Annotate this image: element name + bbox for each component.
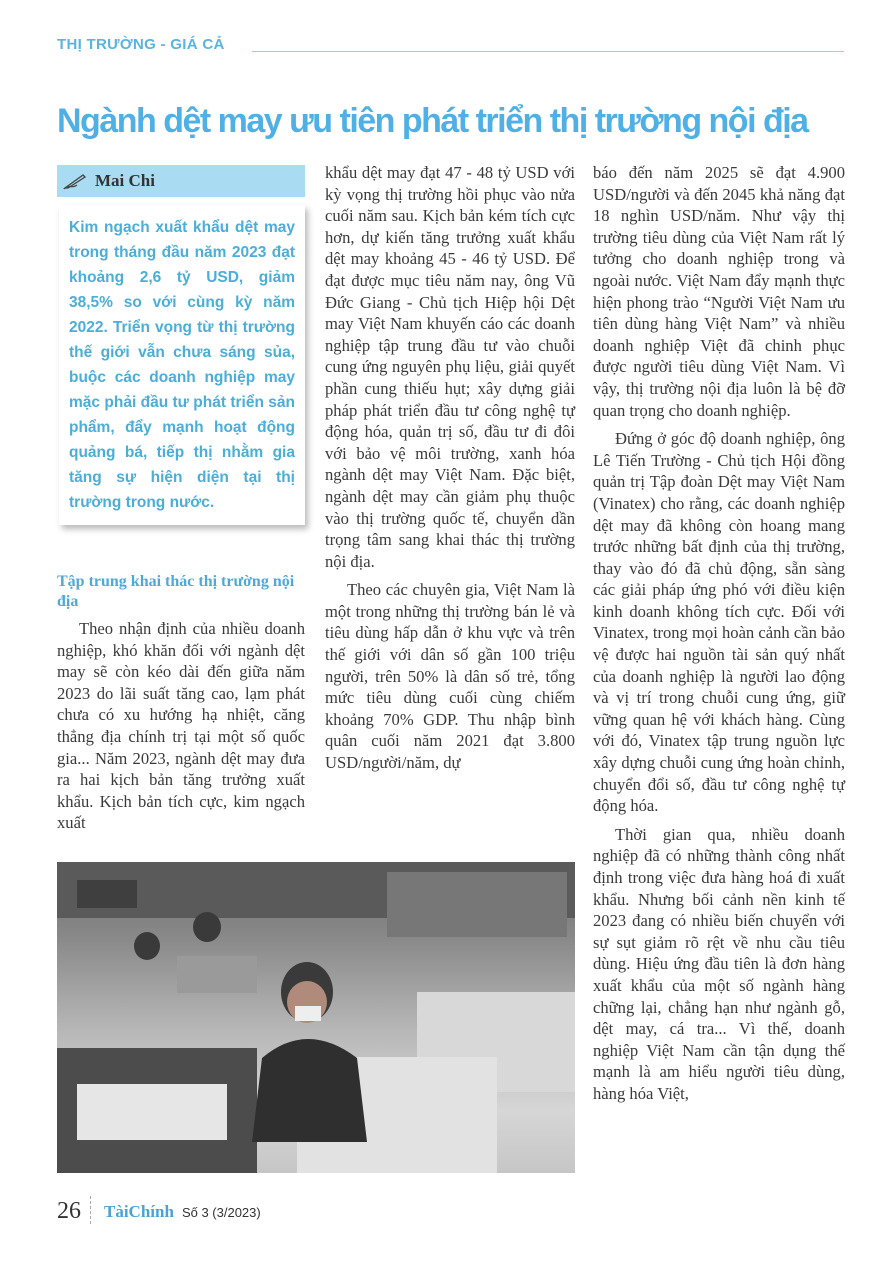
paragraph: Đứng ở góc độ doanh nghiệp, ông Lê Tiến Trường - Chủ tịch Hội đồng quản trị Tập đoàn Dệt may Việt Nam (Vinatex) cho rằng, các doanh nghiệp dệt may đã không còn hoang mang trước những bất định của thị trường, thay vào đó đã chủ động, sẵn sàng các giải pháp ứng phó với điều kiện kinh doanh không tích cực. Đối với Vinatex, trong mọi hoàn cảnh cần bảo vệ được hai nguồn tài sản quý nhất của doanh nghiệp là người lao động và vị trí trong chuỗi cung ứng, giữ vững quan hệ với khách hàng. Cùng với đó, Vinatex tập trung nguồn lực xây dựng chuỗi cung ứng hoàn chỉnh, chuyển đổi số, đầu tư công nghệ tự động hóa.: [593, 429, 845, 816]
author-name: Mai Chi: [95, 171, 155, 190]
paragraph: Thời gian qua, nhiều doanh nghiệp đã có những thành công nhất định trong việc đưa hàng hoá đi xuất khẩu. Nhưng bối cảnh nền kinh tế 2023 đang có nhiều biến chuyển với sự sụt giảm rõ rệt về nhu cầu tiêu dùng. Hiệu ứng đầu tiên là đơn hàng xuất khẩu của một số ngành hàng chững lại, chẳng hạn như ngành gỗ, dệt may, cá tra... Vì thế, doanh nghiệp Việt Nam cần tận dụng thế mạnh là am hiểu người tiêu dùng, hàng hóa Việt,: [593, 824, 845, 1103]
section-divider: [252, 51, 844, 52]
photo-illustration: [57, 862, 575, 1173]
paragraph: báo đến năm 2025 sẽ đạt 4.900 USD/người và đến 2045 khả năng đạt 18 nghìn USD/năm. Như vậy thị trường tiêu dùng của Việt Nam rất lý tưởng cho doanh nghiệp trong và ngoài nước. Việt Nam đẩy mạnh thực hiện phong trào “Người Việt Nam ưu tiên dùng hàng Việt Nam” và nhiều doanh nghiệp Việt đã chinh phục được người tiêu dùng Việt Nam. Vì vậy, thị trường nội địa luôn là bệ đỡ quan trọng cho doanh nghiệp.: [593, 163, 845, 420]
column-3: [593, 162, 845, 1105]
pen-icon: [63, 172, 87, 190]
subheading: Tập trung khai thác thị trường nội địa: [57, 573, 295, 610]
issue-label: Số 3 (3/2023): [181, 1205, 261, 1220]
column-2: [325, 162, 575, 774]
garment-factory-photo: [57, 862, 575, 1173]
magazine-logo: TàiChính: [104, 1202, 174, 1221]
article-title: Ngành dệt may ưu tiên phát triển thị trường nội địa: [57, 102, 808, 140]
section-label: THỊ TRƯỜNG - GIÁ CẢ: [57, 36, 225, 53]
footer-masthead: [104, 1202, 261, 1222]
sapo-box: Kim ngạch xuất khẩu dệt may trong tháng đầu năm 2023 đạt khoảng 2,6 tỷ USD, giảm 38,5% so với cùng kỳ năm 2022. Triển vọng từ thị trường thế giới vẫn chưa sáng sủa, buộc các doanh nghiệp may mặc phải đầu tư phát triển sản phẩm, đẩy mạnh hoạt động quảng bá, tiếp thị nhằm gia tăng sự hiện diện tại thị trường trong nước.: [59, 205, 305, 525]
column-1: [57, 618, 305, 834]
paragraph: Theo nhận định của nhiều doanh nghiệp, khó khăn đối với ngành dệt may sẽ còn kéo dài đến giữa năm 2023 do lãi suất tăng cao, lạm phát chưa có xu hướng hạ nhiệt, căng thẳng địa chính trị tại một số quốc gia... Năm 2023, ngành dệt may đưa ra hai kịch bản tăng trưởng xuất khẩu. Kịch bản tích cực, kim ngạch xuất: [57, 619, 305, 833]
page-number: 26: [57, 1198, 81, 1224]
author-bar: [57, 165, 305, 197]
paragraph: Theo các chuyên gia, Việt Nam là một trong những thị trường bán lẻ và tiêu dùng hấp dẫn ở khu vực và trên thế giới với dân số gần 100 triệu người, trên 50% là dân số trẻ, tổng mức tiêu dùng cuối cùng chiếm khoảng 70% GDP. Thu nhập bình quân cuối năm 2021 đạt 3.800 USD/người/năm, dự: [325, 580, 575, 773]
footer-divider: [90, 1196, 92, 1224]
paragraph: khẩu dệt may đạt 47 - 48 tỷ USD với kỳ vọng thị trường hồi phục vào nửa cuối năm sau. Kịch bản kém tích cực hơn, dự kiến tăng trưởng xuất khẩu dệt may khoảng 45 - 46 tỷ USD. Để đạt được mục tiêu năm nay, ông Vũ Đức Giang - Chủ tịch Hiệp hội Dệt may Việt Nam khuyến cáo các doanh nghiệp tập trung đầu tư vào chuỗi cung ứng nguyên phụ liệu, giải quyết phần cung thiếu hụt; xây dựng giải pháp phát triển đầu tư công nghệ tự động hóa, quản trị số, đầu tư đi đôi với bảo vệ môi trường, xanh hóa ngành dệt may Việt Nam. Đặc biệt, ngành dệt may cần giảm phụ thuộc vào thị trường quốc tế, chuyển dần trọng tâm sang khai thác thị trường nội địa.: [325, 163, 575, 571]
